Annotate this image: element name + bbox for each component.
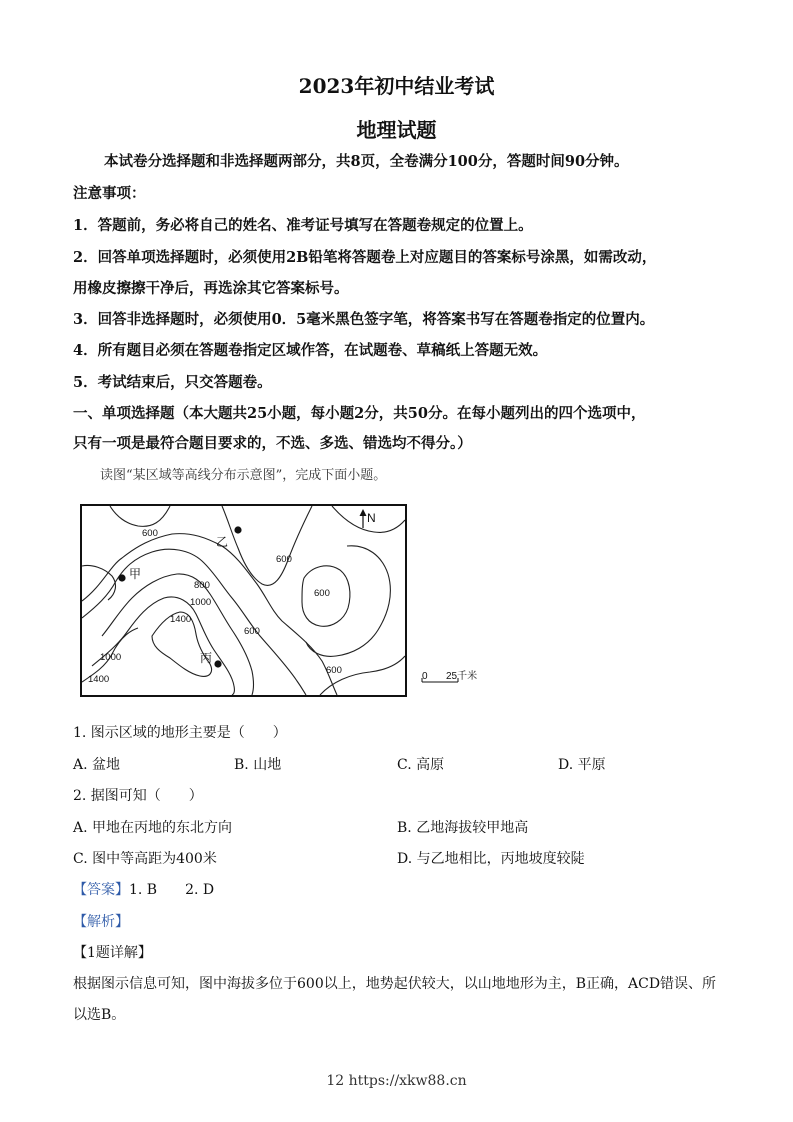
notes-heading: 注意事项： [73, 185, 146, 202]
north-arrow-icon [360, 509, 367, 528]
contour-label: 1400 [88, 674, 110, 685]
contour-label: 600 [326, 665, 342, 676]
place-label-jia: 甲 [129, 567, 142, 581]
scale-bar [418, 668, 498, 692]
scale-bar-drawing [418, 668, 498, 692]
place-label-yi: 乙 [216, 535, 229, 549]
note-item: 1．答题前，务必将自己的姓名、准考证号填写在答题卷规定的位置上。 [73, 217, 533, 234]
point-jia [118, 574, 125, 581]
option-a: A. 盆地 [73, 757, 121, 773]
note-item: 4．所有题目必须在答题卷指定区域作答，在试题卷、草稿纸上答题无效。 [73, 342, 548, 359]
place-label-bing: 丙 [200, 651, 213, 665]
contour-map-drawing [82, 506, 405, 695]
option-b: B. 乙地海拔较甲地高 [397, 820, 529, 836]
option-d: D. 与乙地相比，丙地坡度较陡 [397, 851, 585, 867]
contour-label: 600 [244, 626, 260, 637]
answer-line [73, 879, 214, 899]
contour-label: 800 [194, 580, 210, 591]
note-item: 2．回答单项选择题时，必须使用2B铅笔将答题卷上对应题目的答案标号涂黑，如需改动， [73, 249, 657, 266]
question-stem: 1. 图示区域的地形主要是（ ） [73, 725, 287, 741]
exam-title: 2023年初中结业考试 [298, 74, 495, 98]
section-heading: 一、单项选择题（本大题共25小题，每小题2分，共50分。在每小题列出的四个选项中， [73, 405, 646, 422]
contour-line [82, 534, 337, 695]
analysis-text: 根据图示信息可知，图中海拔多位于600以上，地势起伏较大，以山地地形为主，B正确，ACD错误、所 [73, 976, 717, 992]
contour-map [80, 504, 407, 697]
note-item: 用橡皮擦擦干净后，再选涂其它答案标号。 [73, 280, 349, 297]
scale-distance: 25千米 [446, 671, 478, 682]
note-item: 5．考试结束后，只交答题卷。 [73, 374, 272, 391]
contour-line [222, 506, 312, 585]
contour-label: 600 [314, 588, 330, 599]
analysis-tag: 【解析】 [73, 914, 129, 930]
contour-line [92, 597, 234, 695]
page-footer: 12 https://xkw88.cn [326, 1073, 467, 1089]
option-d: D. 平原 [558, 757, 606, 773]
contour-line [306, 546, 390, 657]
point-yi [234, 526, 241, 533]
option-b: B. 山地 [234, 757, 282, 773]
answer-tag: 【答案】 [73, 882, 129, 898]
answer-text: 1. B 2. D [129, 882, 215, 898]
contour-line [82, 549, 306, 695]
section-heading-cont: 只有一项是最符合题目要求的，不选、多选、错选均不得分。） [73, 435, 472, 452]
contour-label: 600 [142, 528, 158, 539]
map-prompt: 读图“某区域等高线分布示意图”，完成下面小题。 [100, 468, 387, 483]
north-label: N [367, 511, 376, 525]
point-bing [214, 660, 221, 667]
scale-zero: 0 [422, 671, 428, 682]
option-c: C. 高原 [397, 757, 445, 773]
contour-label: 1000 [190, 597, 212, 608]
contour-label: 1400 [170, 614, 192, 625]
question-stem: 2. 据图可知（ ） [73, 788, 203, 804]
note-item: 3．回答非选择题时，必须使用0．5毫米黑色签字笔，将答案书写在答题卷指定的位置内。 [73, 311, 655, 328]
exam-subtitle: 地理试题 [356, 118, 437, 142]
contour-label: 1000 [100, 652, 122, 663]
option-a: A. 甲地在丙地的东北方向 [73, 820, 233, 836]
contour-line [110, 506, 170, 526]
analysis-text-cont: 以选B。 [73, 1007, 126, 1023]
contour-label: 600 [276, 554, 292, 565]
detail-heading: 【1题详解】 [73, 945, 152, 961]
intro-text: 本试卷分选择题和非选择题两部分，共8页，全卷满分100分，答题时间90分钟。 [104, 153, 629, 170]
option-c: C. 图中等高距为400米 [73, 851, 217, 867]
